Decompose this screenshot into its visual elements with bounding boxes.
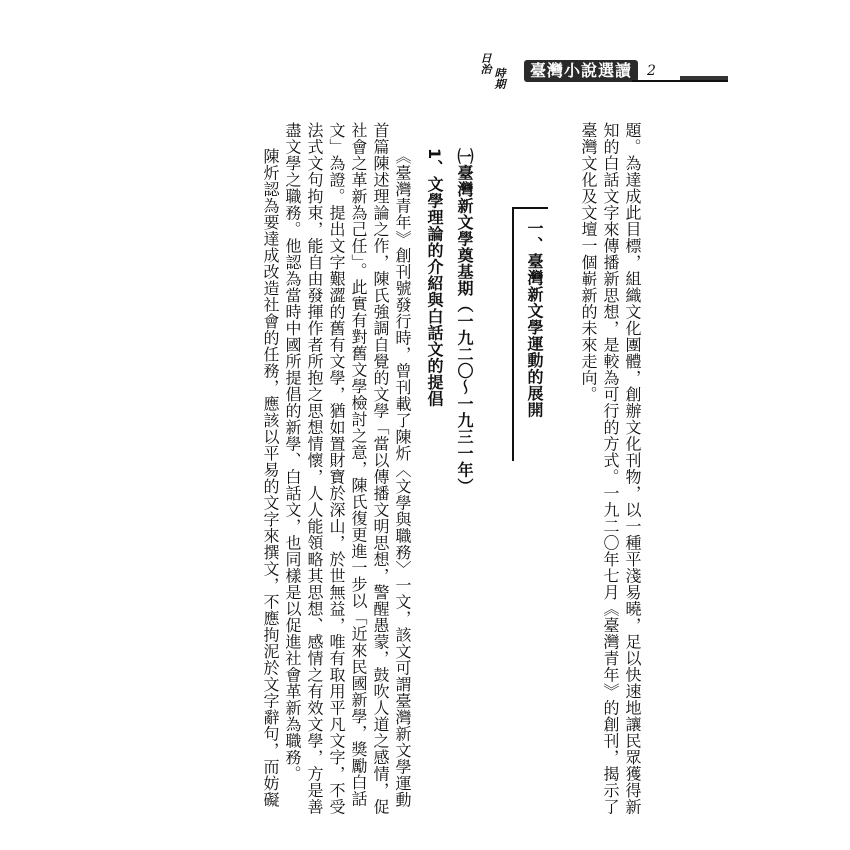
topic-heading: 1、文學理論的介紹與白話文的提倡 xyxy=(425,148,444,408)
text-column-6: 社會之革新為己任」。此實有對舊文學檢討之意，陳氏復更進一步以「近來民國新學，獎勵白話 xyxy=(349,122,368,807)
page-number: 2 xyxy=(647,63,656,79)
text-column-7: 文」為證。提出文字艱澀的舊有文學，猶如置財寶於深山，於世無益，唯有取用平凡文字，不受 xyxy=(327,122,346,815)
text-column-10: 陳炘認為要達成改造社會的任務，應該以平易的文字來撰文，不應拘泥於文字辭句，而妨礙 xyxy=(261,148,280,808)
subsection-heading: ㈠臺灣新文學奠基期（一九二〇～一九三一年） xyxy=(455,148,474,495)
text-column-3: 臺灣文化及文壇一個嶄新的未來走向。 xyxy=(579,122,598,403)
text-column-4: 《臺灣青年》創刊號發行時，曾刊載了陳炘〈文學與職務〉一文，該文可謂臺灣新文學運動 xyxy=(393,148,412,808)
text-column-5: 首篇陳述理論之作，陳氏強調自覺的文學「當以傳播文明思想，警醒愚蒙，鼓吹人道之感情，促 xyxy=(371,122,390,815)
text-column-8: 法式文句拘束，能自由發揮作者所抱之思想情懷，人人能領略其思想、感情之有效文學，方是善 xyxy=(305,122,324,815)
section-heading: 一、臺灣新文學運動的展開 xyxy=(525,220,544,418)
header-era-top: 日治 xyxy=(480,52,492,76)
header-rule xyxy=(632,80,728,82)
text-column-1: 題。為達成此目標，組織文化團體，創辦文化刊物，以一種平淺易曉，足以快速地讓民眾獲得新 xyxy=(623,122,642,815)
header-book-title: 臺灣小說選讀 xyxy=(524,60,638,82)
text-column-2: 知的白話文字來傳播新思想，是較為可行的方式。一九二〇年七月《臺灣青年》的創刊，揭示了 xyxy=(601,122,620,815)
text-column-9: 盡文學之職務。他認為當時中國所提倡的新學、白話文，也同樣是以促進社會革新為職務。 xyxy=(283,122,302,782)
header-era-bottom: 時期 xyxy=(494,67,506,91)
